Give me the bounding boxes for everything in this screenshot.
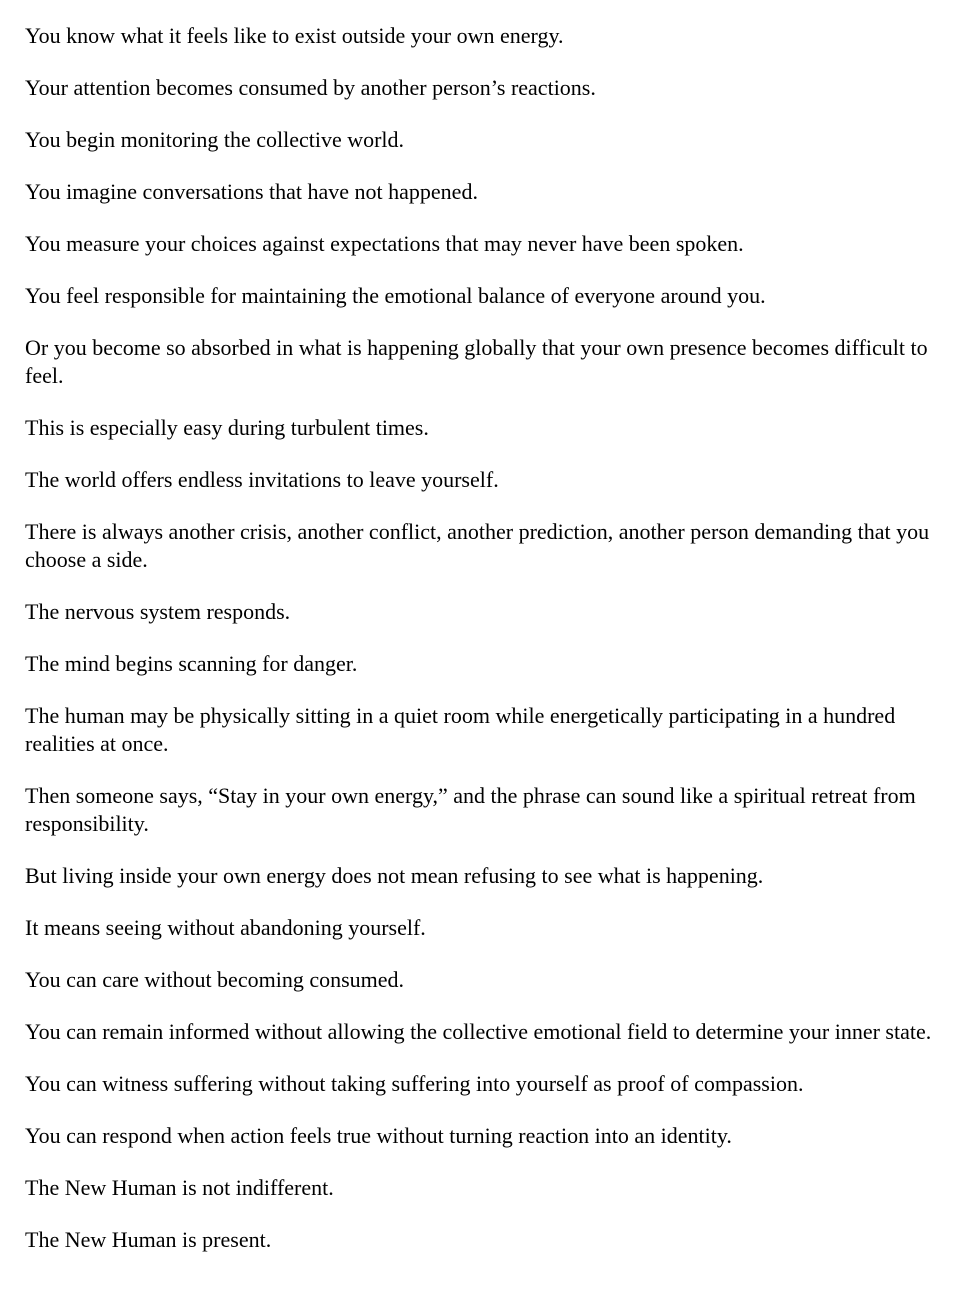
paragraph: You can respond when action feels true without turning reaction into an identity. <box>25 1123 732 1148</box>
paragraph: You know what it feels like to exist outside your own energy. <box>25 23 564 48</box>
paragraph: You can care without becoming consumed. <box>25 967 405 992</box>
paragraph: The mind begins scanning for danger. <box>25 651 358 676</box>
paragraph: It means seeing without abandoning yourself. <box>25 915 426 940</box>
paragraph: You can witness suffering without taking suffering into yourself as proof of compassion. <box>25 1071 804 1096</box>
paragraph: This is especially easy during turbulent times. <box>25 415 429 440</box>
paragraph: There is always another crisis, another conflict, another prediction, another person demanding that you choose a side. <box>25 519 930 572</box>
paragraph: You feel responsible for maintaining the emotional balance of everyone around you. <box>25 283 766 308</box>
paragraph: The New Human is present. <box>25 1227 272 1252</box>
paragraph: The human may be physically sitting in a quiet room while energetically participating in a hundred realities at once. <box>25 703 896 756</box>
paragraph: You imagine conversations that have not happened. <box>25 179 478 204</box>
paragraph: The nervous system responds. <box>25 599 291 624</box>
paragraph: Then someone says, “Stay in your own energy,” and the phrase can sound like a spiritual retreat from responsibility. <box>25 783 916 836</box>
paragraph: Your attention becomes consumed by another person’s reactions. <box>25 75 596 100</box>
paragraph: Or you become so absorbed in what is happening globally that your own presence becomes difficult to feel. <box>25 335 928 388</box>
paragraph: You measure your choices against expectations that may never have been spoken. <box>25 231 744 256</box>
paragraph: The New Human is not indifferent. <box>25 1175 334 1200</box>
paragraph: But living inside your own energy does not mean refusing to see what is happening. <box>25 863 764 888</box>
paragraph: The world offers endless invitations to leave yourself. <box>25 467 499 492</box>
paragraph: You can remain informed without allowing the collective emotional field to determine your inner state. <box>25 1019 932 1044</box>
paragraph: You begin monitoring the collective world. <box>25 127 405 152</box>
